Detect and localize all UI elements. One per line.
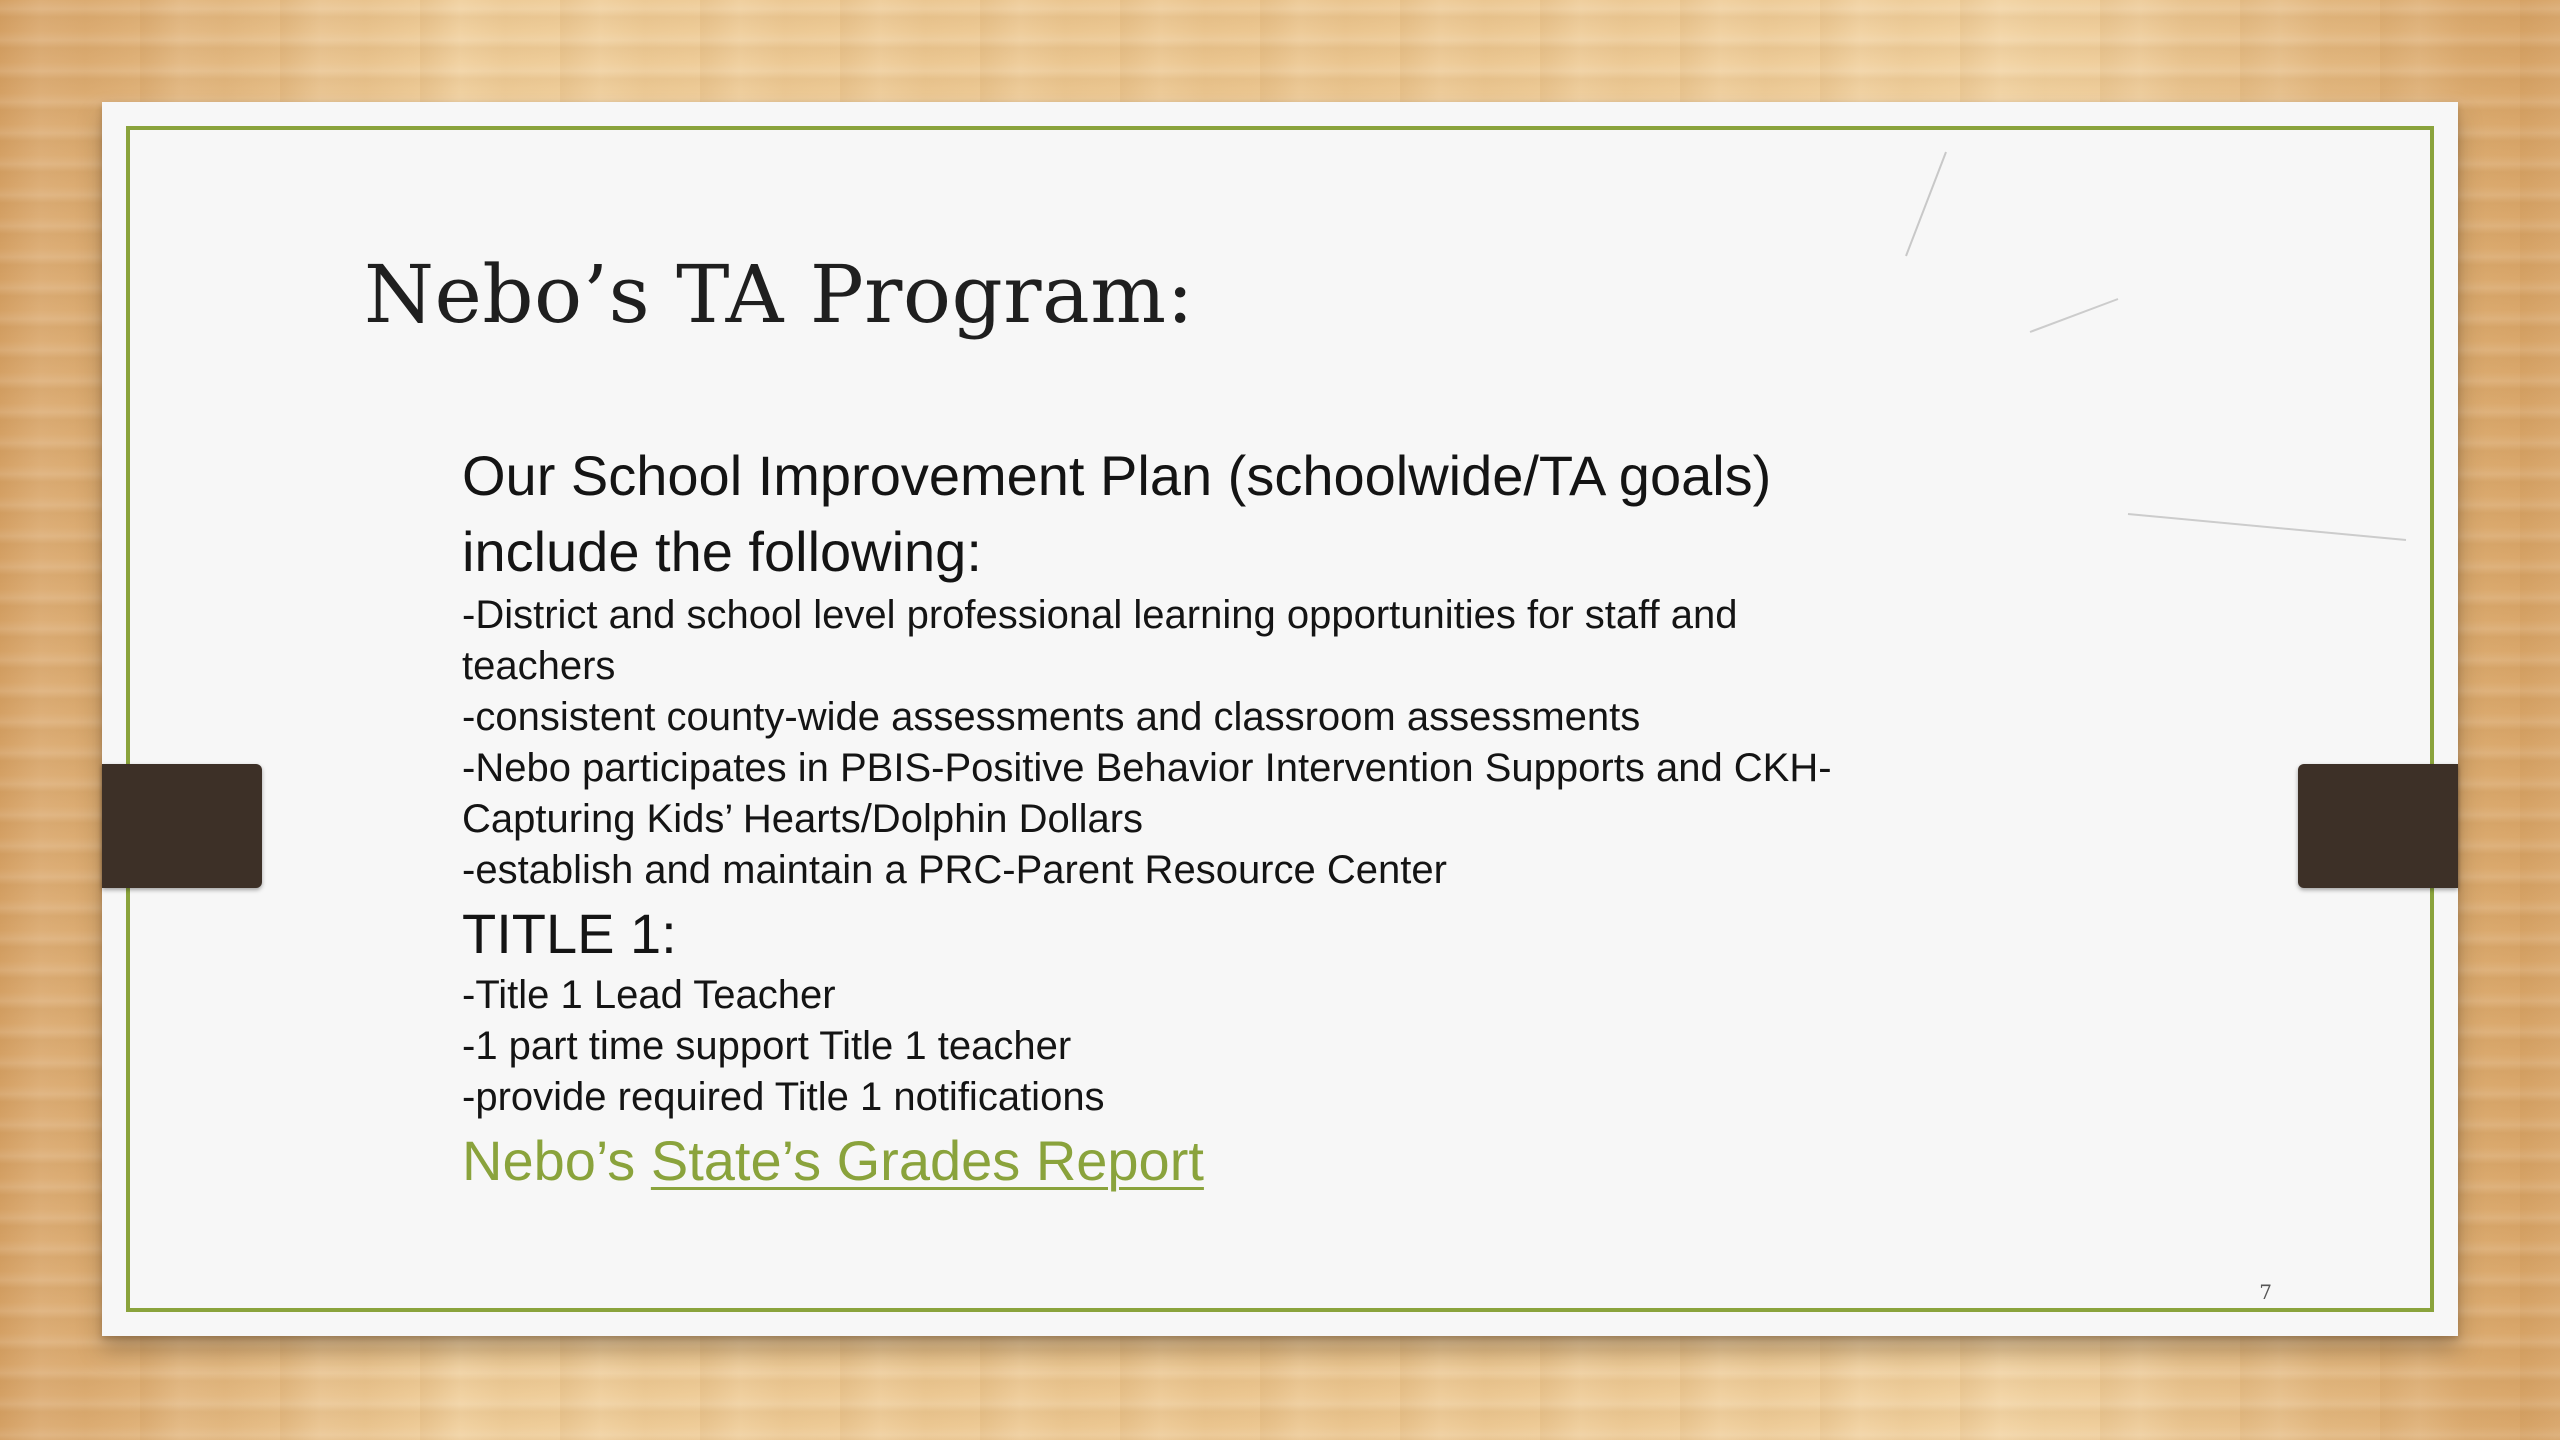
title1-item: -1 part time support Title 1 teacher bbox=[462, 1024, 1072, 1068]
report-prefix: Nebo’s bbox=[462, 1129, 651, 1192]
state-grades-report-link[interactable]: State’s Grades Report bbox=[650, 1129, 1204, 1192]
list-item: -establish and maintain a PRC-Parent Resource Center bbox=[462, 848, 1447, 892]
title1-item: -Title 1 Lead Teacher bbox=[462, 973, 836, 1017]
page-number: 7 bbox=[2259, 1280, 2272, 1304]
list-item: -Nebo participates in PBIS-Positive Behavior Intervention Supports and CKH-Capturing Kids’ Hearts/Dolphin Dollars bbox=[462, 746, 1832, 841]
slide bbox=[102, 102, 2458, 1336]
report-line bbox=[462, 1123, 1892, 1199]
list-item: -consistent county-wide assessments and classroom assessments bbox=[462, 695, 1641, 739]
slide-content bbox=[462, 438, 1892, 1199]
binder-clip-right bbox=[2298, 764, 2458, 888]
title1-item: -provide required Title 1 notifications bbox=[462, 1075, 1105, 1119]
binder-clip-left bbox=[102, 764, 262, 888]
improvement-plan-heading: Our School Improvement Plan (schoolwide/TA goals) include the following: bbox=[462, 444, 1772, 583]
slide-title: Nebo’s TA Program: bbox=[364, 248, 1195, 341]
title1-heading: TITLE 1: bbox=[462, 902, 677, 965]
list-item: -District and school level professional learning opportunities for staff and teachers bbox=[462, 593, 1738, 688]
